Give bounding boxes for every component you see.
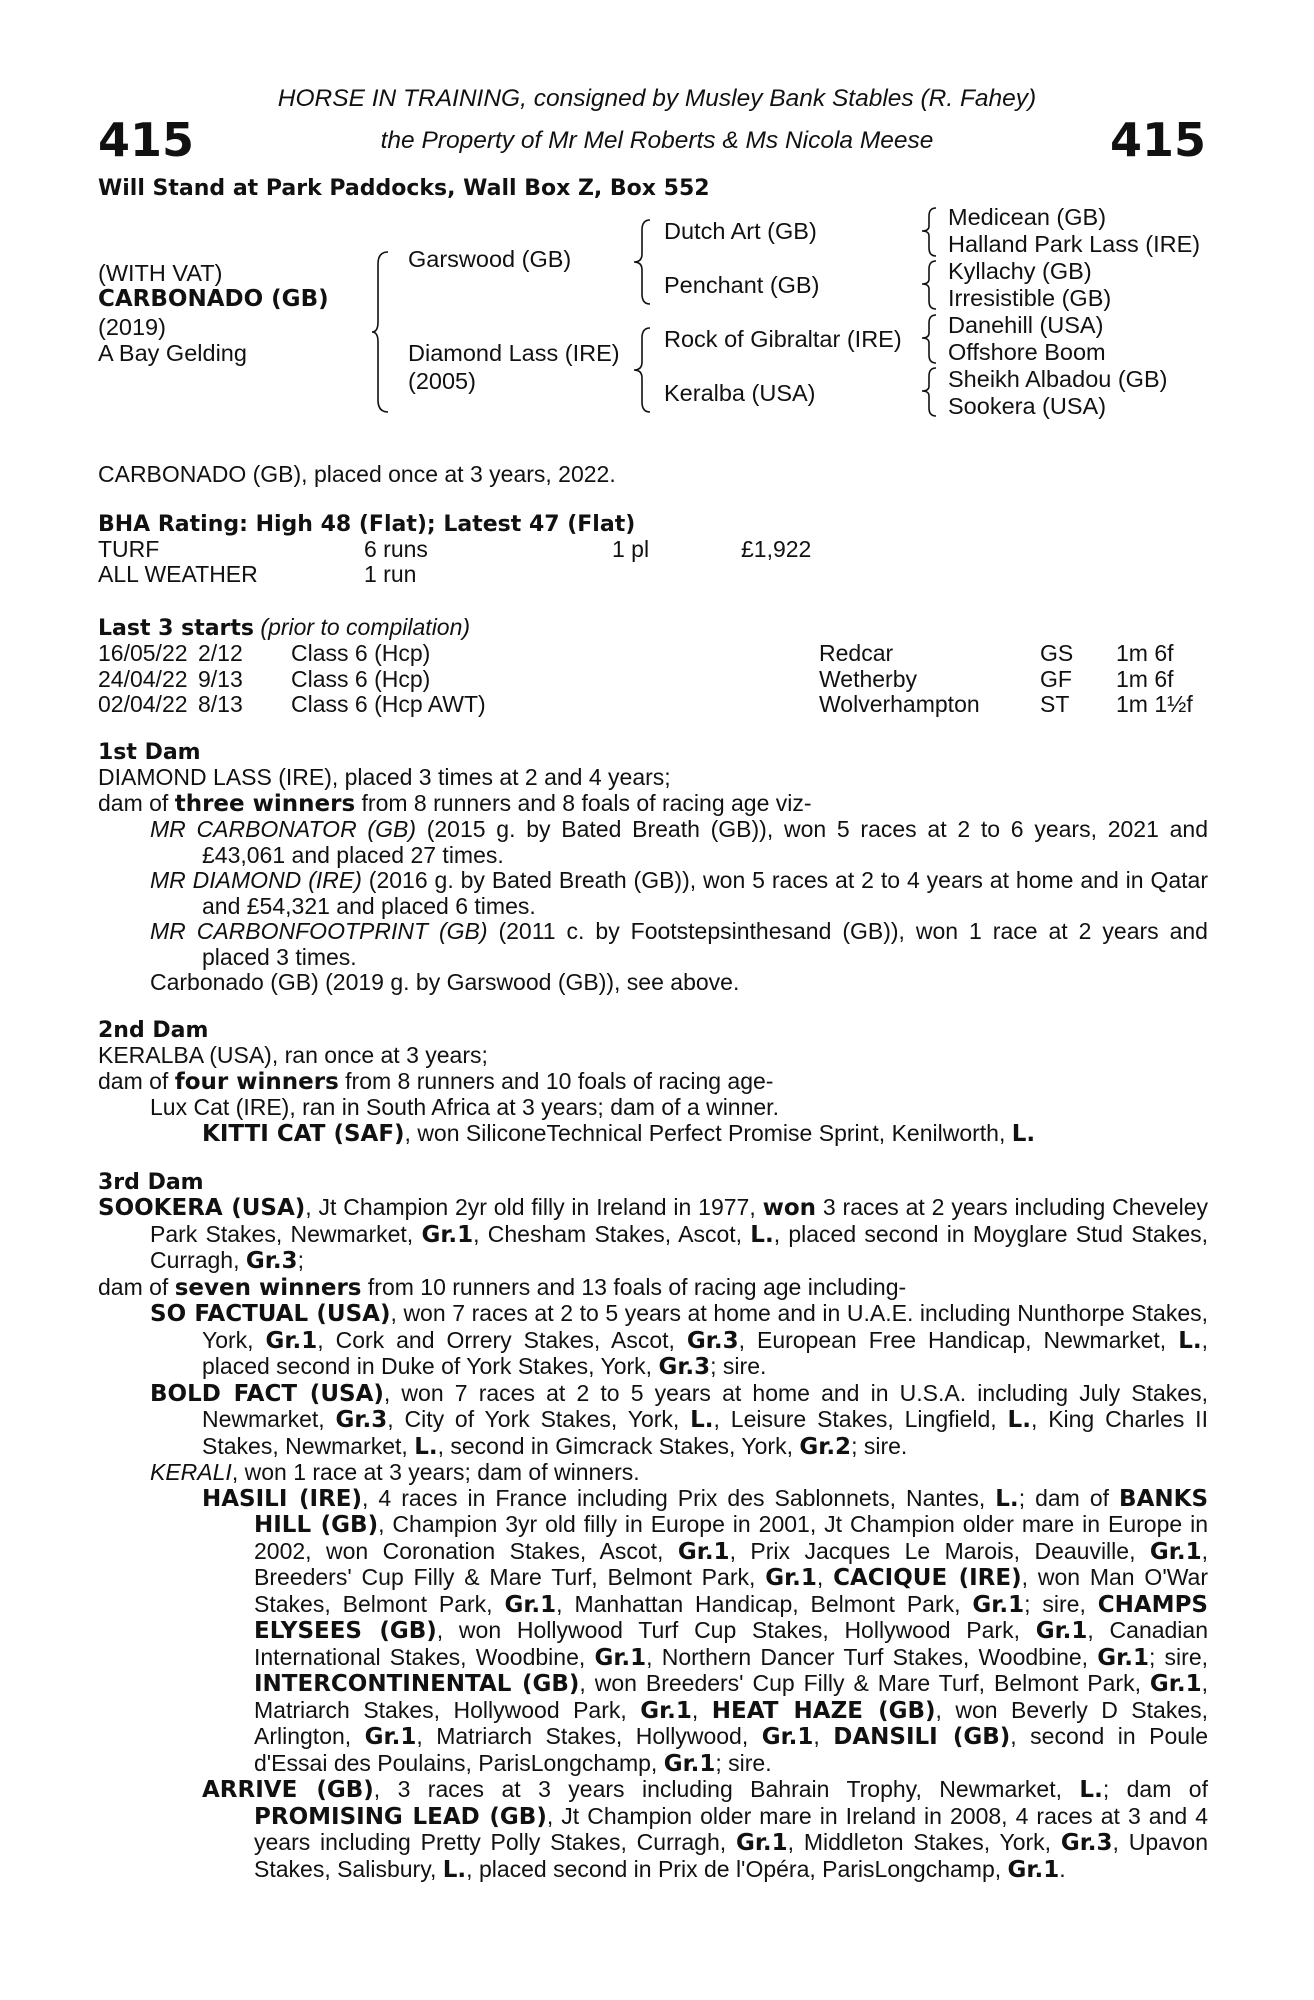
start-going: GS [1040,640,1074,666]
start-row [98,692,1218,718]
start-date: 02/04/22 [98,691,188,717]
start-race: Class 6 (Hcp AWT) [291,691,486,717]
property-line: the Property of Mr Mel Roberts & Ms Nicola Meese [380,127,934,154]
start-position: 8/13 [198,691,243,717]
dam-year: (2005) [408,368,476,394]
third-dam-heading: 3rd Dam [98,1170,204,1195]
brace-sire-dam [370,250,394,415]
lot-number-right: 415 [1110,113,1207,167]
rating-row [98,538,898,563]
first-dam-line: DIAMOND LASS (IRE), placed 3 times at 2 and 4 years; [98,764,671,790]
starts-table [98,641,1218,717]
produce-list [98,1301,1208,1883]
bha-rating: BHA Rating: High 48 (Flat); Latest 47 (Flat) [98,512,636,537]
rating-row [98,563,898,588]
ped-dss: Danehill (USA) [948,312,1104,338]
produce-entry: MR CARBONATOR (GB) (2015 g. by Bated Breath (GB)), won 5 races at 2 to 6 years, 2021 and £43,061 and placed 27 times. [150,816,1208,868]
horse-description: A Bay Gelding [98,340,247,366]
rating-surface: ALL WEATHER [98,561,258,587]
produce-name: ARRIVE (GB) [202,1777,374,1803]
rating-surface: TURF [98,536,160,562]
start-row [98,641,1218,667]
start-going: GF [1040,665,1072,692]
winners-count: four winners [174,1068,339,1095]
ped-sss: Medicean (GB) [948,204,1107,230]
produce-entry: SO FACTUAL (USA), won 7 races at 2 to 5 years at home and in U.A.E. including Nunthorpe Stakes, York, Gr.1, Cork and Orrery Stakes, Ascot, Gr.3, European Free Handicap, Newmarket, L., placed second in Duke of York Stakes, York, Gr.3; sire. [150,1300,1209,1380]
start-date: 24/04/22 [98,665,188,692]
rating-placed: 1 pl [612,536,650,562]
ped-dds: Sheikh Albadou (GB) [948,366,1168,392]
start-race: Class 6 (Hcp) [291,640,431,666]
brace-ds [920,313,940,365]
grand-produce-list [150,1486,1208,1884]
start-date: 16/05/22 [98,640,188,666]
produce-name: KITTI CAT (SAF) [202,1120,405,1147]
ped-ssd: Halland Park Lass (IRE) [948,231,1201,257]
rating-prize: £1,922 [741,536,812,562]
brace-sire-parents [632,218,656,308]
ped-sdd: Irresistible (GB) [948,285,1112,311]
produce-name: MR CARBONFOOTPRINT (GB) [150,918,488,944]
produce-entry: MR CARBONFOOTPRINT (GB) (2011 c. by Footstepsinthesand (GB)), won 1 race at 2 years and placed 3 times. [150,918,1208,970]
third-dam-entry: SOOKERA (USA), Jt Champion 2yr old filly in Ireland in 1977, won 3 races at 2 years including Cheveley Park Stakes, Newmarket, Gr.1, Chesham Stakes, Ascot, L., placed second in Moyglare Stud Stakes, Curragh, Gr.3; [98,1194,1209,1274]
ped-dsd: Offshore Boom [948,339,1106,365]
horse-name: CARBONADO (GB) [98,286,329,312]
produce-entry: MR DIAMOND (IRE) (2016 g. by Bated Breath (GB)), won 5 races at 2 to 4 years at home and in Qatar and £54,321 and placed 6 times. [150,867,1208,919]
brace-ss [920,206,940,258]
rating-table [98,538,898,588]
produce-entry: HASILI (IRE), 4 races in France including Prix des Sablonnets, Nantes, L.; dam of BANKS HILL (GB), Champion 3yr old filly in Europe in 2001, Jt Champion older mare in Europe in 2002, won Coronation Stakes, Ascot, Gr.1, Prix Jacques Le Marois, Deauville, Gr.1, Breeders' Cup Filly & Mare Turf, Belmont Park, Gr.1, CACIQUE (IRE), won Man O'War Stakes, Belmont Park, Gr.1, Manhattan Handicap, Belmont Park, Gr.1; sire, CHAMPS ELYSEES (GB), won Hollywood Turf Cup Stakes, Hollywood Park, Gr.1, Canadian International Stakes, Woodbine, Gr.1, Northern Dancer Turf Stakes, Woodbine, Gr.1; sire, INTERCONTINENTAL (GB), won Breeders' Cup Filly & Mare Turf, Belmont Park, Gr.1, Matriarch Stakes, Hollywood Park, Gr.1, HEAT HAZE (GB), won Beverly D Stakes, Arlington, Gr.1, Matriarch Stakes, Hollywood, Gr.1, DANSILI (GB), second in Poule d'Essai des Poulains, ParisLongchamp, Gr.1; sire. [202,1484,1209,1777]
first-dam-section [98,765,1208,996]
start-distance: 1m 6f [1116,640,1174,666]
second-dam-line: KERALBA (USA), ran once at 3 years; [98,1042,488,1068]
produce-entry: KERALI, won 1 race at 3 years; dam of winners. [150,1459,640,1485]
ped-ddd: Sookera (USA) [948,393,1107,419]
winners-count: three winners [174,790,356,817]
produce-list [98,817,1208,996]
vat-label: (WITH VAT) [98,260,223,286]
sire-dam: Penchant (GB) [664,272,820,298]
produce-entry: Carbonado (GB) (2019 g. by Garswood (GB)), see above. [150,969,740,995]
first-dam-produce-line: dam of three winners from 8 runners and 8 foals of racing age viz- [98,789,812,817]
third-dam-section [98,1195,1208,1883]
produce-name: MR CARBONATOR (GB) [150,816,416,842]
produce-entry: Lux Cat (IRE), ran in South Africa at 3 years; dam of a winner. [150,1094,779,1120]
rating-runs: 1 run [364,561,417,587]
third-dam-produce-line: dam of seven winners from 10 runners and 13 foals of racing age including- [98,1273,907,1301]
dam-name: Diamond Lass (IRE) [408,340,620,366]
first-dam-heading: 1st Dam [98,740,201,765]
brace-sd [920,259,940,311]
start-race: Class 6 (Hcp) [291,665,431,692]
winners-count: seven winners [174,1274,362,1301]
start-row [98,667,1218,693]
dam-name: SOOKERA (USA) [98,1195,306,1221]
start-going: ST [1040,691,1070,717]
produce-name: KERALI [150,1459,232,1485]
stable-location: Will Stand at Park Paddocks, Wall Box Z, Box 552 [98,176,710,201]
consignor-line: HORSE IN TRAINING, consigned by Musley Bank Stables (R. Fahey) [277,85,1037,112]
start-course: Wetherby [819,665,918,692]
last-starts-note: (prior to compilation) [260,614,471,640]
ped-sds: Kyllachy (GB) [948,258,1092,284]
start-distance: 1m 6f [1116,665,1174,692]
produce-entry: KITTI CAT (SAF), won SiliconeTechnical Perfect Promise Sprint, Kenilworth, L. [202,1119,1036,1147]
sire-sire: Dutch Art (GB) [664,218,817,244]
second-dam-section [98,1043,1208,1147]
produce-name: SO FACTUAL (USA) [150,1301,391,1327]
rating-runs: 6 runs [364,536,428,562]
last-starts-title: Last 3 starts [98,616,255,641]
dam-dam: Keralba (USA) [664,380,816,406]
horse-year: (2019) [98,314,166,340]
produce-name: BOLD FACT (USA) [150,1380,384,1407]
start-position: 9/13 [198,665,243,692]
brace-dam-parents [632,326,656,416]
race-summary: CARBONADO (GB), placed once at 3 years, 2022. [98,461,616,487]
produce-name: MR DIAMOND (IRE) [150,867,362,893]
sire-name: Garswood (GB) [408,246,572,272]
last-starts-heading [98,616,470,640]
start-course: Redcar [819,640,894,666]
brace-dd [920,366,940,418]
produce-entry: BOLD FACT (USA), won 7 races at 2 to 5 years at home and in U.S.A. including July Stakes, Newmarket, Gr.3, City of York Stakes, York, L., Leisure Stakes, Lingfield, L., King Charles II Stakes, Newmarket, L., second in Gimcrack Stakes, York, Gr.2; sire. [150,1379,1208,1460]
dam-sire: Rock of Gibraltar (IRE) [664,326,902,352]
second-dam-heading: 2nd Dam [98,1018,209,1043]
produce-entry: ARRIVE (GB), 3 races at 3 years including Bahrain Trophy, Newmarket, L.; dam of PROMISING LEAD (GB), Jt Champion older mare in Ireland in 2008, 4 races at 3 and 4 years including Pretty Polly Stakes, Curragh, Gr.1, Middleton Stakes, York, Gr.3, Upavon Stakes, Salisbury, L., placed second in Prix de l'Opéra, ParisLongchamp, Gr.1. [202,1776,1208,1883]
start-distance: 1m 1½f [1116,691,1193,717]
start-position: 2/12 [198,640,243,666]
lot-number-left: 415 [98,113,195,167]
start-course: Wolverhampton [819,691,980,717]
second-dam-produce-line: dam of four winners from 8 runners and 10 foals of racing age- [98,1067,774,1095]
produce-name: HASILI (IRE) [202,1485,363,1512]
